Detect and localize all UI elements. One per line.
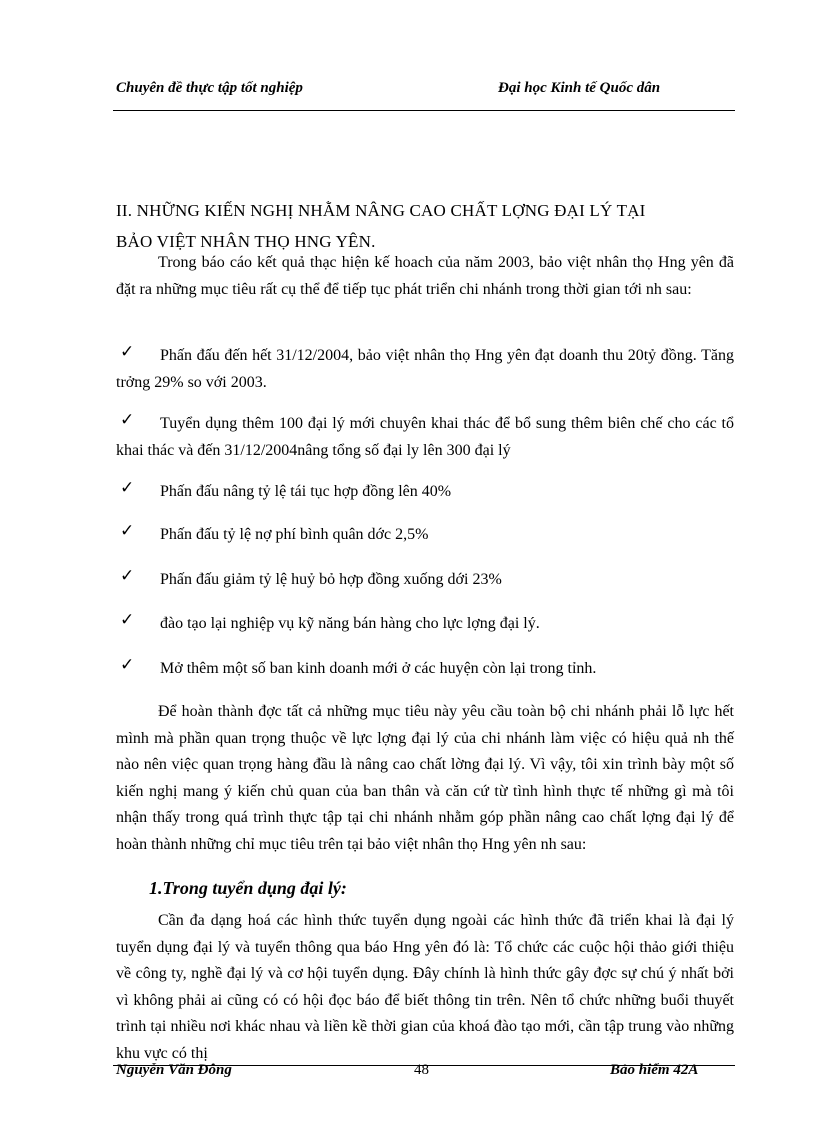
checklist-text: Phấn đấu tỷ lệ nợ phí bình quân dớc 2,5%: [160, 526, 429, 543]
checklist-text: đào tạo lại nghiệp vụ kỹ năng bán hàng cho lực lợng đại lý.: [160, 615, 540, 632]
footer-class: Bảo hiểm 42A: [610, 1062, 699, 1078]
checklist-item-6: [116, 611, 734, 638]
checklist-item-1: [116, 343, 734, 396]
body-paragraph-3: [116, 908, 734, 1067]
checkmark-icon: ✓: [120, 655, 135, 675]
checklist-text: Tuyển dụng thêm 100 đại lý mới chuyên khai thác để bổ sung thêm biên chế cho các tổ khai thác và đến 31/12/2004nâng tổng số đại ly lên 300 đại lý: [116, 415, 734, 459]
header-left-title: Chuyên đề thực tập tốt nghiệp: [116, 80, 303, 96]
intro-paragraph: [116, 250, 734, 303]
checklist-item-5: [116, 567, 734, 594]
paragraph-2-text: Để hoàn thành đợc tất cả những mục tiêu này yêu cầu toàn bộ chi nhánh phải lỗ lực hết mình mà phần quan trọng thuộc về lực lợng đại lý của chi nhánh làm việc có hiệu quả nh thế nào nên việc quan trọng hàng đầu là nâng cao chất lờng đại lý. Vì vậy, tôi xin trình bày một số kiến nghị mang ý kiến chủ quan của ban thân và căn cứ từ tình hình thực tế những gì mà tôi nhận thấy trong quá trình thực tập tại chi nhánh nhằm góp phần nâng cao chất lợng đại lý để hoàn thành những chỉ mục tiêu trên tại bảo việt nhân thọ Hng yên nh sau:: [116, 703, 734, 853]
body-paragraph-2: [116, 699, 734, 858]
checkmark-icon: ✓: [120, 410, 135, 430]
checkmark-icon: ✓: [120, 566, 135, 586]
checklist-text: Mở thêm một số ban kinh doanh mới ở các huyện còn lại trong tỉnh.: [160, 660, 597, 677]
intro-text: Trong báo cáo kết quả thạc hiện kế hoach của năm 2003, bảo việt nhân thọ Hng yên đã đặt ra những mục tiêu rất cụ thể để tiếp tục phát triển chi nhánh trong thời gian tới nh sau:: [116, 254, 734, 298]
checklist-item-4: [116, 522, 734, 549]
checkmark-icon: ✓: [120, 521, 135, 541]
section-heading-line-2: BẢO VIỆT NHÂN THỌ HNG YÊN.: [116, 232, 376, 251]
header-divider: [113, 110, 735, 111]
checkmark-icon: ✓: [120, 478, 135, 498]
checklist-item-3: [116, 479, 734, 506]
header-right-title: Đại học Kinh tế Quốc dân: [498, 80, 661, 96]
footer-author: Nguyễn Văn Đông: [116, 1062, 232, 1078]
checkmark-icon: ✓: [120, 610, 135, 630]
section-heading-line-1: II. NHỮNG KIẾN NGHỊ NHẰM NÂNG CAO CHẤT LỢNG ĐẠI LÝ TẠI: [116, 201, 646, 220]
checklist-text: Phấn đấu giảm tỷ lệ huỷ bỏ hợp đồng xuống dới 23%: [160, 571, 502, 588]
section-heading: [116, 195, 736, 257]
paragraph-3-text: Cần đa dạng hoá các hình thức tuyển dụng ngoài các hình thức đã triển khai là đại lý tuyển dụng đại lý và tuyển thông qua báo Hng yên đó là: Tổ chức các cuộc hội thảo giới thiệu về công ty, nghề đại lý và cơ hội tuyển dụng. Đây chính là hình thức gây đợc sự chú ý nhất bởi vì không phải ai cũng có có hội đọc báo để biết thông tin trên. Nên tổ chức những buổi thuyết trình tại nhiều nơi khác nhau và liền kề thời gian của khoá đào tạo mới, cần tập trung vào những khu vực có thị: [116, 912, 734, 1062]
checkmark-icon: ✓: [120, 342, 135, 362]
checklist-item-2: [116, 411, 734, 464]
subsection-heading: 1.Trong tuyển dụng đại lý:: [149, 878, 347, 898]
checklist-text: Phấn đấu đến hết 31/12/2004, bảo việt nhân thọ Hng yên đạt doanh thu 20tỷ đồng. Tăng trởng 29% so với 2003.: [116, 347, 734, 391]
page-number: 48: [414, 1062, 429, 1078]
checklist-text: Phấn đấu nâng tỷ lệ tái tục hợp đồng lên 40%: [160, 483, 452, 500]
checklist-item-7: [116, 656, 734, 683]
